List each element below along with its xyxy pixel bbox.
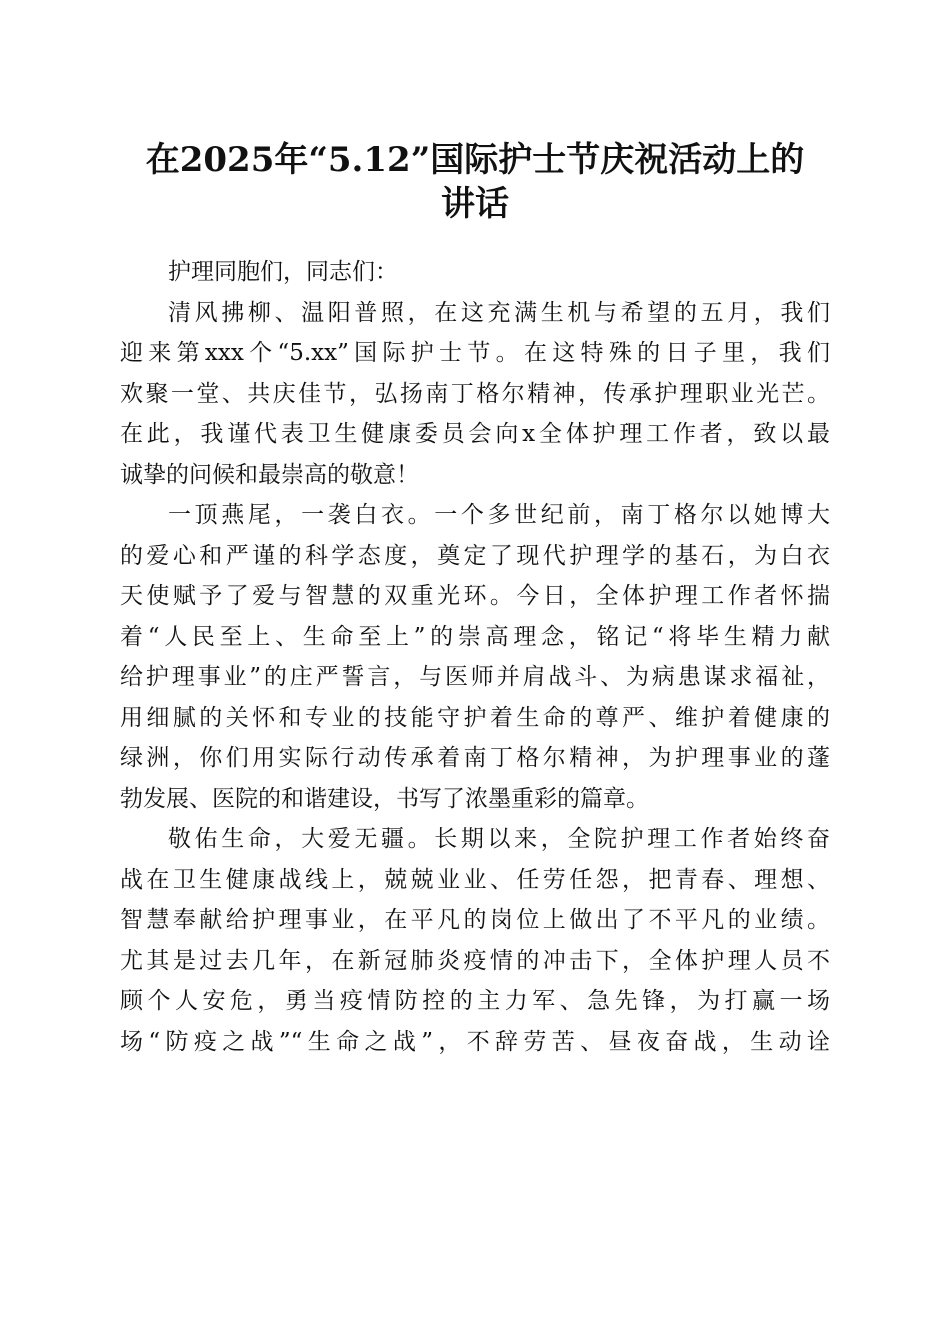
body-text-line: 敬佑生命，大爱无疆。长期以来，全院护理工作者始终奋 xyxy=(168,826,830,852)
body-text-line: 战在卫生健康战线上，兢兢业业、任劳任怨，把青春、理想、 xyxy=(120,866,830,893)
body-text-line: 诚挚的问候和最崇高的敬意！ xyxy=(120,461,419,488)
body-text-line: 顾个人安危，勇当疫情防控的主力军、急先锋，为打赢一场 xyxy=(120,988,830,1014)
body-text-line: 一顶燕尾，一袭白衣。一个多世纪前，南丁格尔以她博大 xyxy=(168,502,830,528)
body-text-line: 欢聚一堂、共庆佳节，弘扬南丁格尔精神，传承护理职业光芒。 xyxy=(120,380,830,407)
body-text-line: 天使赋予了爱与智慧的双重光环。今日，全体护理工作者怀揣 xyxy=(120,583,830,609)
body-text-line: 勃发展、医院的和谐建设，书写了浓墨重彩的篇章。 xyxy=(120,785,649,812)
title-line: 讲话 xyxy=(441,184,509,224)
body-text-line: 用细腻的关怀和专业的技能守护着生命的尊严、维护着健康的 xyxy=(120,704,830,731)
body-text-line: 迎来第xxx个“5.xx”国际护士节。在这特殊的日子里，我们 xyxy=(120,340,830,366)
body-text-line: 清风拂柳、温阳普照，在这充满生机与希望的五月，我们 xyxy=(168,299,830,326)
page-title xyxy=(120,138,830,226)
body-text-line: 智慧奉献给护理事业，在平凡的岗位上做出了不平凡的业绩。 xyxy=(120,907,830,933)
body-text-line: 着“人民至上、生命至上”的崇高理念，铭记“将毕生精力献 xyxy=(120,623,830,650)
document-body xyxy=(120,252,830,1062)
body-text-line: 场“防疫之战”“生命之战”，不辞劳苦、昼夜奋战，生动诠 xyxy=(120,1028,830,1055)
body-text-line: 的爱心和严谨的科学态度，奠定了现代护理学的基石，为白衣 xyxy=(120,542,830,569)
body-text-line: 给护理事业”的庄严誓言，与医师并肩战斗、为病患谋求福祉， xyxy=(120,664,830,690)
body-text-line: 尤其是过去几年，在新冠肺炎疫情的冲击下，全体护理人员不 xyxy=(120,947,830,974)
title-line: 在2025年“5.12”国际护士节庆祝活动上的 xyxy=(145,140,805,180)
body-text-line: 护理同胞们，同志们： xyxy=(168,259,398,285)
body-text-line: 在此，我谨代表卫生健康委员会向x全体护理工作者，致以最 xyxy=(120,421,830,447)
body-text-line: 绿洲，你们用实际行动传承着南丁格尔精神，为护理事业的蓬 xyxy=(120,745,830,771)
